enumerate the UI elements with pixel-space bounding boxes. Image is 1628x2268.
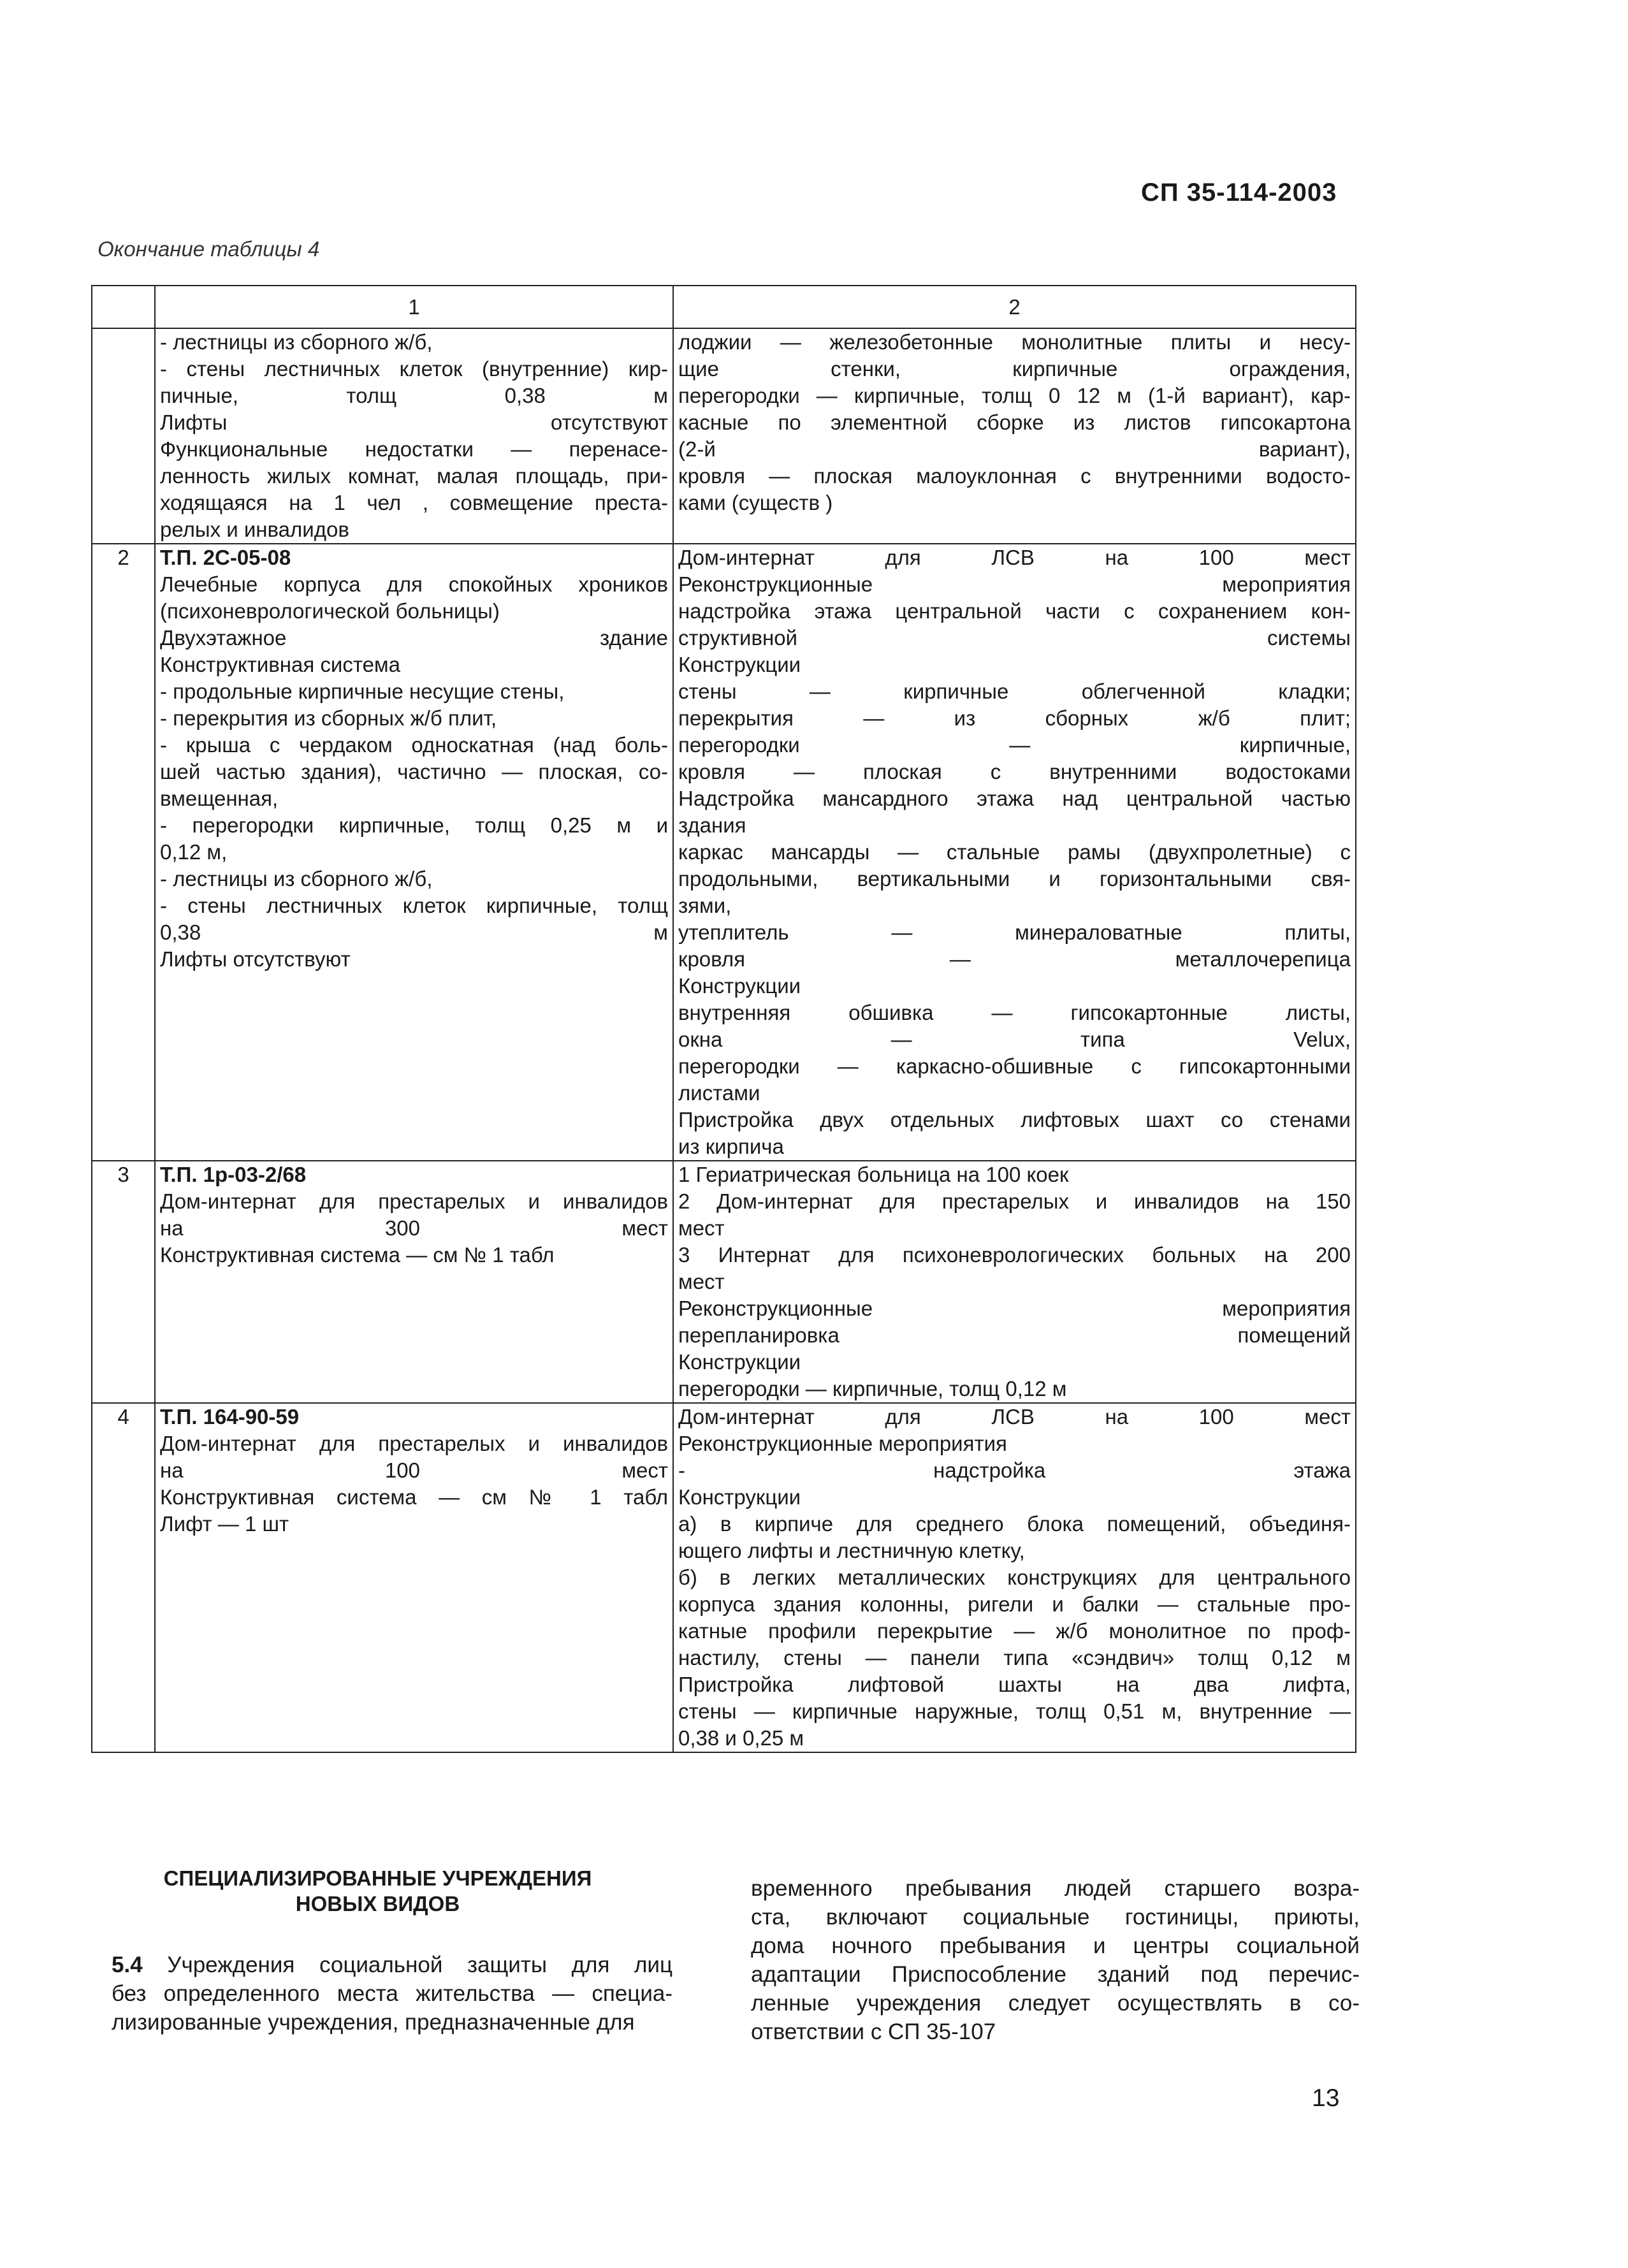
project-title: Т.П. 2С-05-08 <box>160 546 291 569</box>
table-4 <box>91 285 1356 1753</box>
paragraph-line: дома ночного пребывания и центры социальной <box>751 1933 1360 1958</box>
text-line: надстройка этажа центральной части с сохранением кон- <box>678 599 1351 623</box>
paragraph-line: без определенного места жительства — специа- <box>112 1981 672 2006</box>
text-line: лоджии — железобетонные монолитные плиты и несу- <box>678 330 1351 354</box>
section-heading-line2: НОВЫХ ВИДОВ <box>295 1892 460 1915</box>
text-line: касные по элементной сборке из листов гипсокартона <box>678 411 1351 434</box>
text-line: перекрытия — из сборных ж/б плит; <box>678 706 1351 730</box>
text-line: утеплитель — минераловатные плиты, <box>678 920 1351 944</box>
text-line: структивной системы <box>678 626 1351 650</box>
text-line: катные профили перекрытие — ж/б монолитное по проф- <box>678 1619 1351 1643</box>
text-line: перегородки — каркасно-обшивные с гипсокартонными <box>678 1054 1351 1078</box>
text-line: Конструктивная система — см № 1 табл <box>160 1485 668 1509</box>
text-line: перегородки — кирпичные, <box>678 733 1351 757</box>
paragraph-line: временного пребывания людей старшего возра- <box>751 1876 1360 1901</box>
text-line: на 300 мест <box>160 1216 668 1240</box>
text-line: Конструктивная система — см № 1 табл <box>160 1243 555 1267</box>
text-line: Лифты отсутствуют <box>160 411 668 434</box>
text-line: вмещенная, <box>160 787 279 810</box>
text-line: (2-й вариант), <box>678 437 1351 461</box>
cell-reconstruction <box>673 544 1356 1161</box>
text-line: щие стенки, кирпичные ограждения, <box>678 357 1351 381</box>
text-line: - перегородки кирпичные, толщ 0,25 м и <box>160 813 668 837</box>
text-line: 0,38 м <box>160 920 668 944</box>
table-row <box>92 544 1356 1161</box>
table-row <box>92 1403 1356 1752</box>
text-line: Конструкции <box>678 1350 801 1374</box>
text-line: внутренняя обшивка — гипсокартонные листы, <box>678 1001 1351 1024</box>
text-line: продольными, вертикальными и горизонтальными свя- <box>678 867 1351 890</box>
text-line: - надстройка этажа <box>678 1458 1351 1482</box>
text-line: корпуса здания колонны, ригели и балки — стальные про- <box>678 1592 1351 1616</box>
table-row <box>92 1161 1356 1403</box>
cell-project <box>155 1403 673 1752</box>
text-line: Конструкции <box>678 1485 801 1509</box>
text-line: кровля — плоская с внутренними водостоками <box>678 760 1351 783</box>
text-line: кровля — металлочерепица <box>678 947 1351 971</box>
document-code: СП 35-114-2003 <box>1141 178 1337 207</box>
project-title: Т.П. 164-90-59 <box>160 1405 300 1428</box>
text-line: 2 Дом-интернат для престарелых и инвалидов на 150 <box>678 1189 1351 1213</box>
text-line: Конструктивная система <box>160 653 400 676</box>
table-row <box>92 328 1356 544</box>
text-line: перегородки — кирпичные, толщ 0,12 м <box>678 1377 1067 1400</box>
text-line: Двухэтажное здание <box>160 626 668 650</box>
text-line: Пристройка лифтовой шахты на два лифта, <box>678 1673 1351 1696</box>
text-line: Конструкции <box>678 653 801 676</box>
text-line: 1 Гериатрическая больница на 100 коек <box>678 1163 1069 1186</box>
row-number: 4 <box>92 1403 155 1752</box>
text-line: 3 Интернат для психоневрологических больных на 200 <box>678 1243 1351 1267</box>
section-heading-line1: СПЕЦИАЛИЗИРОВАННЫЕ УЧРЕЖДЕНИЯ <box>163 1866 592 1890</box>
text-line: стены — кирпичные наружные, толщ 0,51 м, внутренние — <box>678 1699 1351 1723</box>
table-header-row <box>92 286 1356 328</box>
cell-reconstruction <box>673 328 1356 544</box>
text-line: листами <box>678 1081 760 1105</box>
text-line: из кирпича <box>678 1135 784 1158</box>
text-line: мест <box>678 1270 725 1293</box>
header-cell-1: 1 <box>155 286 673 328</box>
text-line: Реконструкционные мероприятия <box>678 1432 1007 1455</box>
text-line: а) в кирпиче для среднего блока помещений, объединя- <box>678 1512 1351 1536</box>
paragraph-line: ленные учреждения следует осуществлять в со- <box>751 1991 1360 2016</box>
text-line: настилу, стены — панели типа «сэндвич» толщ 0,12 м <box>678 1646 1351 1669</box>
page-number: 13 <box>1312 2084 1340 2112</box>
header-cell-2: 2 <box>673 286 1356 328</box>
text-line: ходящаяся на 1 чел , совмещение преста- <box>160 491 668 514</box>
text-line: - продольные кирпичные несущие стены, <box>160 680 565 703</box>
text-line: здания <box>678 813 746 837</box>
text-line: стены — кирпичные облегченной кладки; <box>678 680 1351 703</box>
text-line: б) в легких металлических конструкциях для центрального <box>678 1566 1351 1589</box>
text-line: ленность жилых комнат, малая площадь, при- <box>160 464 668 488</box>
text-line: Конструкции <box>678 974 801 998</box>
cell-project <box>155 328 673 544</box>
text-line: Лечебные корпуса для спокойных хроников <box>160 572 668 596</box>
cell-project <box>155 544 673 1161</box>
paragraph-line: лизированные учреждения, предназначенные для <box>112 2010 635 2035</box>
text-line: - перекрытия из сборных ж/б плит, <box>160 706 497 730</box>
cell-reconstruction <box>673 1161 1356 1403</box>
text-line: шей частью здания), частично — плоская, со- <box>160 760 668 783</box>
text-line: - стены лестничных клеток кирпичные, толщ <box>160 894 668 917</box>
paragraph-left <box>112 1951 672 2037</box>
text-line: Лифт — 1 шт <box>160 1512 289 1536</box>
text-line: Лифты отсутствуют <box>160 947 351 971</box>
text-line: (психоневрологической больницы) <box>160 599 500 623</box>
header-cell-num <box>92 286 155 328</box>
paragraph-right <box>751 1874 1360 2046</box>
text-line: мест <box>678 1216 725 1240</box>
row-number <box>92 328 155 544</box>
text-line: Реконструкционные мероприятия <box>678 1297 1351 1320</box>
text-line: Функциональные недостатки — перенасе- <box>160 437 668 461</box>
text-line: окна — типа Velux, <box>678 1028 1351 1051</box>
text-line: - стены лестничных клеток (внутренние) кир- <box>160 357 668 381</box>
cell-reconstruction <box>673 1403 1356 1752</box>
table-caption: Окончание таблицы 4 <box>98 237 320 261</box>
text-line: перепланировка помещений <box>678 1323 1351 1347</box>
text-line: Дом-интернат для ЛСВ на 100 мест <box>678 1405 1351 1428</box>
text-line: ющего лифты и лестничную клетку, <box>678 1539 1025 1562</box>
paragraph-line: ответствии с СП 35-107 <box>751 2019 996 2044</box>
text-line: ками (существ ) <box>678 491 833 514</box>
row-number: 3 <box>92 1161 155 1403</box>
text-line: перегородки — кирпичные, толщ 0 12 м (1-й вариант), кар- <box>678 384 1351 407</box>
text-line: пичные, толщ 0,38 м <box>160 384 668 407</box>
section-heading <box>112 1866 644 1917</box>
text-line: 0,12 м, <box>160 840 228 864</box>
text-line: Дом-интернат для престарелых и инвалидов <box>160 1189 668 1213</box>
text-line: каркас мансарды — стальные рамы (двухпролетные) с <box>678 840 1351 864</box>
paragraph-line: ста, включают социальные гостиницы, приюты, <box>751 1905 1360 1930</box>
text-line: кровля — плоская малоуклонная с внутренними водосто- <box>678 464 1351 488</box>
text-line: - лестницы из сборного ж/б, <box>160 867 433 890</box>
text-line: - крыша с чердаком односкатная (над боль- <box>160 733 668 757</box>
text-line: релых и инвалидов <box>160 518 349 541</box>
row-number: 2 <box>92 544 155 1161</box>
project-title: Т.П. 1р-03-2/68 <box>160 1163 307 1186</box>
text-line: Пристройка двух отдельных лифтовых шахт со стенами <box>678 1108 1351 1131</box>
text-line: Дом-интернат для престарелых и инвалидов <box>160 1432 668 1455</box>
paragraph-line: 5.4 Учреждения социальной защиты для лиц <box>112 1952 672 1977</box>
text-line: на 100 мест <box>160 1458 668 1482</box>
text-line: Дом-интернат для ЛСВ на 100 мест <box>678 546 1351 569</box>
paragraph-line: адаптации Приспособление зданий под перечис- <box>751 1962 1360 1987</box>
text-line: - лестницы из сборного ж/б, <box>160 330 433 354</box>
cell-project <box>155 1161 673 1403</box>
text-line: Реконструкционные мероприятия <box>678 572 1351 596</box>
text-line: 0,38 и 0,25 м <box>678 1726 804 1750</box>
text-line: зями, <box>678 894 732 917</box>
text-line: Надстройка мансардного этажа над центральной частью <box>678 787 1351 810</box>
